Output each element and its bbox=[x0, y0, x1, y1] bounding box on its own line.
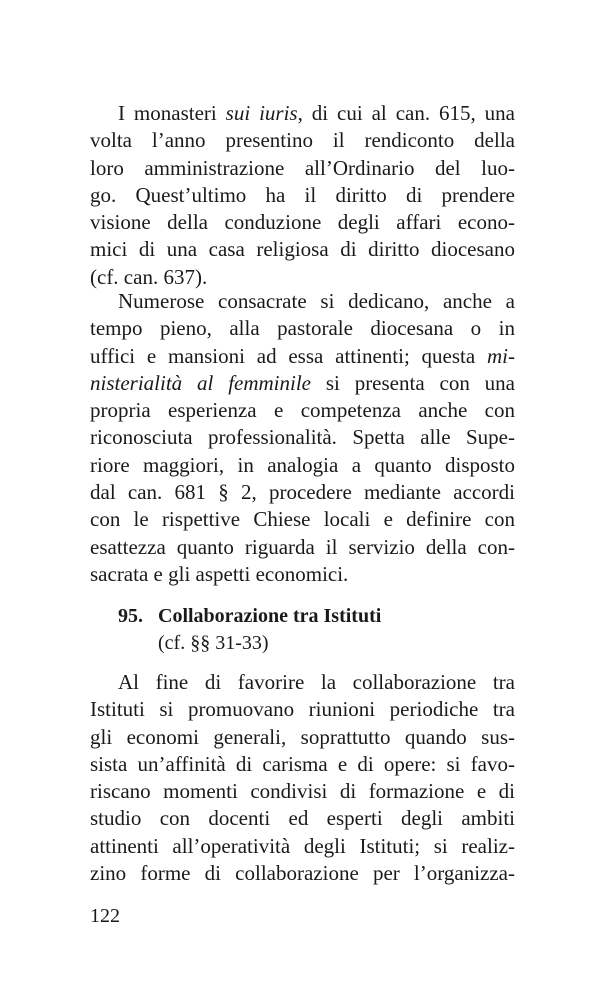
text-run: uffici e mansioni ad essa attinenti; questa bbox=[90, 343, 487, 368]
text-run: si presenta con una bbox=[311, 370, 515, 395]
page-number: 122 bbox=[90, 905, 120, 927]
text-line: volta l’anno presentino il rendiconto della bbox=[90, 128, 515, 153]
italic-text: mi- bbox=[487, 343, 515, 368]
italic-text: nisterialità al femminile bbox=[90, 370, 311, 395]
text-line: Numerose consacrate si dedicano, anche a bbox=[118, 289, 515, 313]
text-line: gli economi generali, soprattutto quando sus- bbox=[90, 724, 515, 749]
section-reference: (cf. §§ 31-33) bbox=[158, 632, 269, 654]
text-line: zino forme di collaborazione per l’organizza- bbox=[90, 861, 515, 886]
text-line: visione della conduzione degli affari econo- bbox=[90, 210, 515, 235]
text-line: go. Quest’ultimo ha il diritto di prendere bbox=[90, 182, 515, 207]
paragraph-monasteri bbox=[90, 100, 515, 291]
text-line bbox=[90, 100, 515, 127]
text-line: studio con docenti ed esperti degli ambiti bbox=[90, 806, 515, 831]
section-title: Collaborazione tra Istituti bbox=[158, 605, 382, 627]
text-line: attinenti all’operatività degli Istituti; si realiz- bbox=[90, 833, 515, 858]
text-line: riscano momenti condivisi di formazione e di bbox=[90, 779, 515, 804]
text-line: Al fine di favorire la collaborazione tra bbox=[118, 670, 515, 694]
section-number: 95. bbox=[118, 605, 143, 627]
text-line: propria esperienza e competenza anche con bbox=[90, 398, 515, 423]
paragraph-consacrate bbox=[90, 288, 515, 588]
text-line: mici di una casa religiosa di diritto diocesano bbox=[90, 237, 515, 262]
text-line bbox=[90, 343, 515, 370]
text-run: I monasteri bbox=[118, 101, 226, 125]
section-title-line bbox=[118, 603, 518, 630]
paragraph-collaborazione bbox=[90, 669, 515, 887]
text-line: (cf. can. 637). bbox=[90, 264, 208, 289]
text-run: , di cui al can. 615, una bbox=[297, 101, 515, 125]
text-line: riore maggiori, in analogia a quanto disposto bbox=[90, 452, 515, 477]
text-line: dal can. 681 § 2, procedere mediante accordi bbox=[90, 480, 515, 505]
text-line: tempo pieno, alla pastorale diocesana o in bbox=[90, 316, 515, 341]
text-line bbox=[90, 370, 515, 397]
section-heading bbox=[118, 603, 518, 657]
text-line: riconosciuta professionalità. Spetta alle Supe- bbox=[90, 425, 515, 450]
italic-text: sui iuris bbox=[225, 101, 298, 125]
text-line: sacrata e gli aspetti economici. bbox=[90, 561, 349, 586]
text-line: con le rispettive Chiese locali e definire con bbox=[90, 507, 515, 532]
text-line: sista un’affinità di carisma e di opere: si favo- bbox=[90, 751, 515, 776]
text-line: loro amministrazione all’Ordinario del luo- bbox=[90, 155, 515, 180]
text-line: esattezza quanto riguarda il servizio della con- bbox=[90, 534, 515, 559]
text-line: Istituti si promuovano riunioni periodiche tra bbox=[90, 697, 515, 722]
